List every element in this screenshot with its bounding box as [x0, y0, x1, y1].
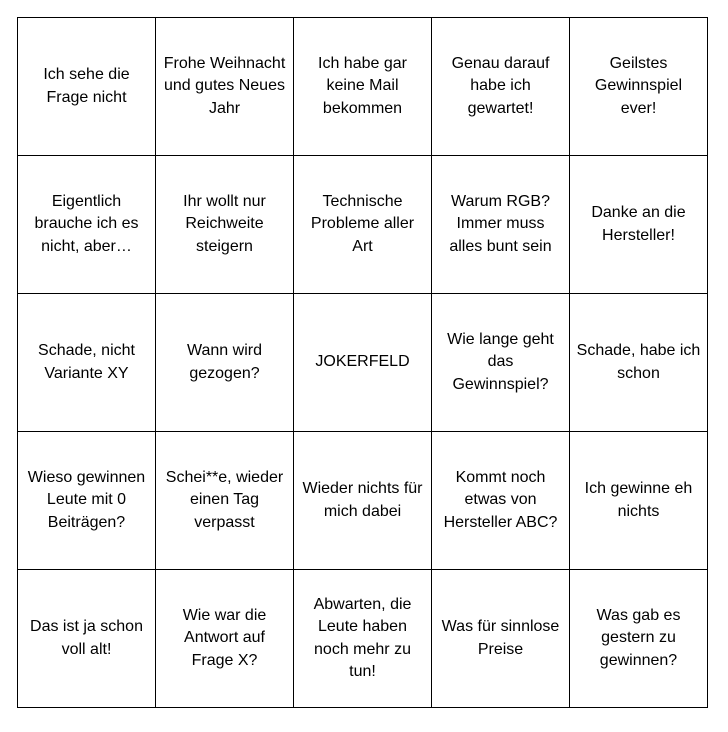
- bingo-cell-text: Geilstes Gewinnspiel ever!: [594, 54, 683, 117]
- bingo-cell-text: Wieder nichts für mich dabei: [302, 480, 423, 520]
- bingo-cell: [18, 18, 156, 156]
- bingo-cell: [294, 570, 432, 708]
- bingo-cell: [294, 156, 432, 294]
- bingo-cell: [18, 570, 156, 708]
- bingo-row: [18, 570, 708, 708]
- bingo-cell: [18, 294, 156, 432]
- bingo-cell: [570, 18, 708, 156]
- bingo-cell: [570, 294, 708, 432]
- bingo-cell: [432, 18, 570, 156]
- bingo-cell-text: Was für sinnlose Preise: [441, 618, 560, 658]
- bingo-cell-text: Wann wird gezogen?: [187, 342, 262, 382]
- bingo-row: [18, 156, 708, 294]
- bingo-cell: [18, 432, 156, 570]
- bingo-cell-text: Genau darauf habe ich gewartet!: [451, 54, 550, 117]
- bingo-cell: [570, 570, 708, 708]
- bingo-grid: [17, 17, 708, 708]
- bingo-cell-text: Ich sehe die Frage nicht: [43, 66, 130, 106]
- bingo-cell-text: Frohe Weihnacht und gutes Neues Jahr: [163, 54, 286, 117]
- bingo-cell-text: Warum RGB? Immer muss alles bunt sein: [449, 192, 552, 255]
- bingo-cell-text: Das ist ja schon voll alt!: [30, 618, 143, 658]
- bingo-cell: [432, 570, 570, 708]
- bingo-cell-text: Wie lange geht das Gewinnspiel?: [447, 330, 554, 393]
- bingo-cell-text: Ihr wollt nur Reichweite steigern: [183, 192, 266, 255]
- bingo-cell: [156, 156, 294, 294]
- bingo-cell-text: Was gab es gestern zu gewinnen?: [596, 606, 681, 669]
- bingo-cell-text: Ich gewinne eh nichts: [584, 480, 693, 520]
- bingo-cell-text: Ich habe gar keine Mail bekommen: [318, 54, 407, 117]
- bingo-cell: [294, 432, 432, 570]
- bingo-cell: [570, 156, 708, 294]
- bingo-cell: [570, 432, 708, 570]
- bingo-cell: [156, 570, 294, 708]
- bingo-cell-text: Wie war die Antwort auf Frage X?: [182, 606, 267, 669]
- bingo-cell-text: Schei**e, wieder einen Tag verpasst: [165, 468, 284, 531]
- bingo-cell-text: Abwarten, die Leute haben noch mehr zu tun!: [313, 595, 412, 680]
- bingo-cell: [432, 156, 570, 294]
- bingo-cell-text: Eigentlich brauche ich es nicht, aber…: [34, 192, 139, 255]
- bingo-cell-text: Wieso gewinnen Leute mit 0 Beiträgen?: [27, 468, 146, 531]
- bingo-cell-text: Danke an die Hersteller!: [591, 204, 686, 244]
- bingo-row: [18, 432, 708, 570]
- bingo-cell-text: JOKERFELD: [315, 353, 410, 371]
- bingo-cell: [156, 432, 294, 570]
- bingo-cell: [156, 294, 294, 432]
- bingo-cell: [156, 18, 294, 156]
- bingo-cell: [432, 432, 570, 570]
- bingo-cell: [294, 18, 432, 156]
- bingo-row: [18, 18, 708, 156]
- bingo-cell: [18, 156, 156, 294]
- bingo-row: [18, 294, 708, 432]
- bingo-cell-joker: [294, 294, 432, 432]
- bingo-cell-text: Schade, habe ich schon: [576, 342, 701, 382]
- bingo-cell: [432, 294, 570, 432]
- bingo-cell-text: Schade, nicht Variante XY: [38, 342, 135, 382]
- bingo-cell-text: Technische Probleme aller Art: [310, 192, 415, 255]
- bingo-cell-text: Kommt noch etwas von Hersteller ABC?: [443, 468, 558, 531]
